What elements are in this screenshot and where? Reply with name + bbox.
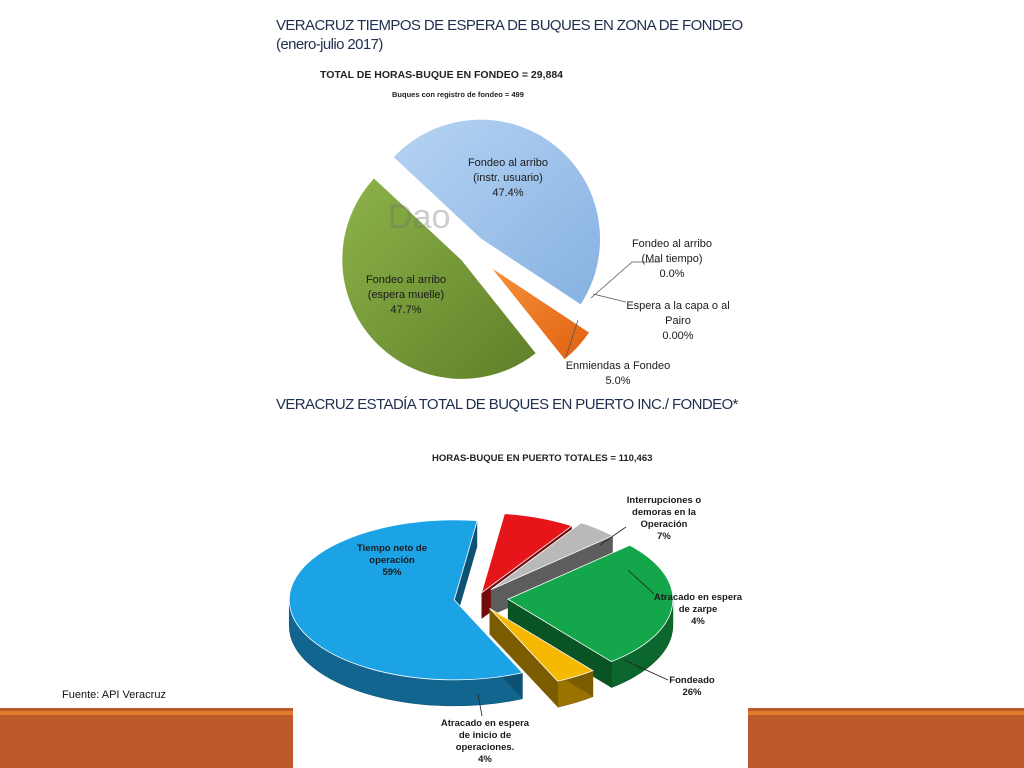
label-espera-muelle: Fondeo al arribo (espera muelle) 47.7% [365,274,447,316]
slide-title-line1: VERACRUZ TIEMPOS DE ESPERA DE BUQUES EN ZONA DE FONDEO [276,17,743,34]
second-chart-section-title: VERACRUZ ESTADÍA TOTAL DE BUQUES EN PUERTO INC./ FONDEO* [276,396,738,413]
watermark-text: Dao [388,198,451,236]
source-note: Fuente: API Veracruz [62,689,166,701]
label-espera-inicio: Atracado en espera de inicio de operaciones. 4% [440,718,530,765]
pie-chart-fondeo [342,119,730,387]
pie-chart-estadia [289,495,743,765]
label-tiempo-neto: Tiempo neto de operación 59% [356,543,428,578]
leader-mal-tiempo [591,262,660,298]
label-interrupciones: Interrupciones o demoras en la Operación 7% [626,495,702,542]
pie1-subtitle: Buques con registro de fondeo = 499 [392,90,524,99]
pie1-title: TOTAL DE HORAS-BUQUE EN FONDEO = 29,884 [320,69,564,81]
label-espera-zarpe: Atracado en espera de zarpe 4% [653,592,743,627]
label-fondeado: Fondeado 26% [669,675,715,698]
label-espera-capa: Espera a la capa o al Pairo 0.00% [626,300,730,342]
slide-title-line2: (enero-julio 2017) [276,36,383,53]
pie2-title: HORAS-BUQUE EN PUERTO TOTALES = 110,463 [432,453,653,464]
label-enmiendas: Enmiendas a Fondeo 5.0% [565,360,671,387]
label-instr-usuario: Fondeo al arribo (instr. usuario) 47.4% [467,157,549,199]
label-mal-tiempo: Fondeo al arribo (Mal tiempo) 0.0% [631,238,713,280]
leader-espera-capa [593,294,626,302]
